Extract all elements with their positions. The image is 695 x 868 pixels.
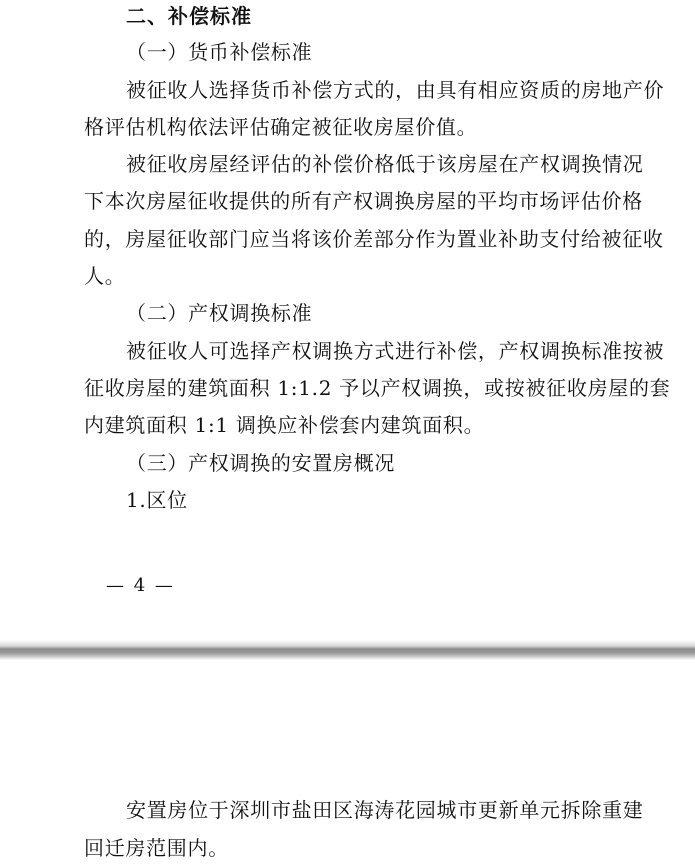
- paragraph-4-line-2: 回迁房范围内。: [84, 836, 229, 860]
- paragraph-2-line-1: 被征收房屋经评估的补偿价格低于该房屋在产权调换情况: [126, 152, 644, 176]
- page-number: — 4 —: [106, 575, 175, 596]
- paragraph-2-line-4: 人。: [84, 264, 126, 288]
- subsection-heading-1: （一）货币补偿标准: [126, 40, 313, 64]
- document-page-5: [0, 660, 695, 868]
- paragraph-4-line-1: 安置房位于深圳市盐田区海涛花园城市更新单元拆除重建: [126, 798, 644, 822]
- page-separator: [0, 640, 695, 660]
- paragraph-2-line-3: 的，房屋征收部门应当将该价差部分作为置业补助支付给被征收: [84, 227, 664, 251]
- paragraph-3-line-2: 征收房屋的建筑面积 1:1.2 予以产权调换，或按被征收房屋的套: [84, 376, 671, 400]
- subsection-heading-2: （二）产权调换标准: [126, 301, 313, 325]
- list-item-1: 1.区位: [126, 488, 188, 512]
- paragraph-1-line-1: 被征收人选择货币补偿方式的，由具有相应资质的房地产价: [126, 78, 665, 102]
- paragraph-2-line-2: 下本次房屋征收提供的所有产权调换房屋的平均市场评估价格: [84, 189, 643, 213]
- section-heading: 二、补偿标准: [126, 4, 252, 28]
- paragraph-1-line-2: 格评估机构依法评估确定被征收房屋价值。: [84, 115, 478, 139]
- paragraph-3-line-1: 被征收人可选择产权调换方式进行补偿，产权调换标准按被: [126, 339, 665, 363]
- subsection-heading-3: （三）产权调换的安置房概况: [126, 451, 396, 475]
- paragraph-3-line-3: 内建筑面积 1:1 调换应补偿套内建筑面积。: [84, 413, 485, 437]
